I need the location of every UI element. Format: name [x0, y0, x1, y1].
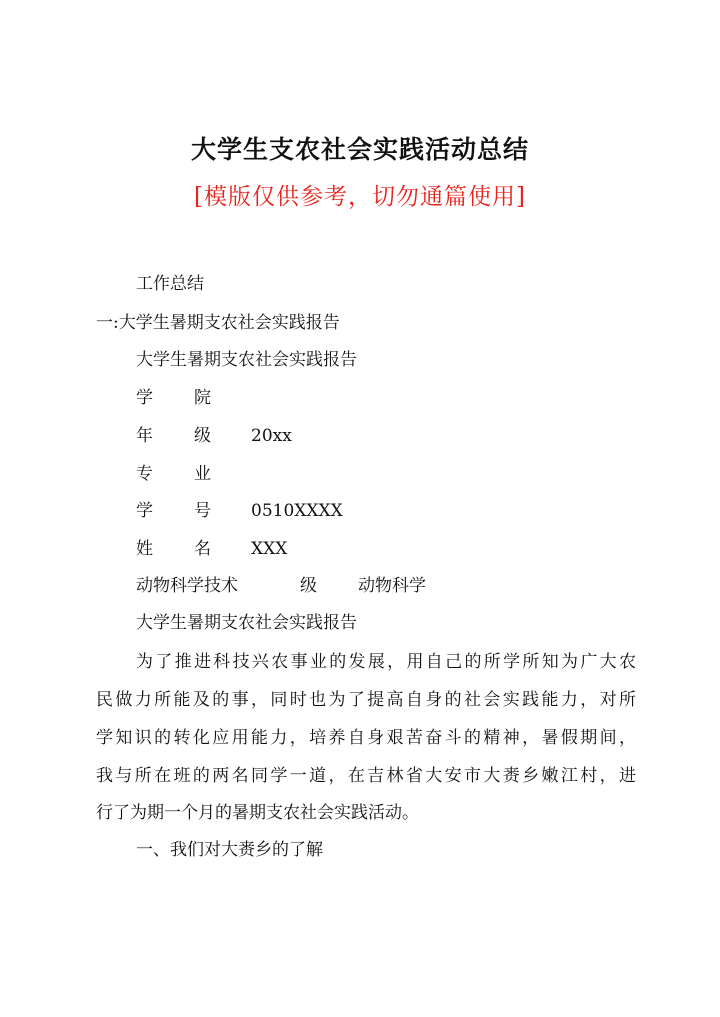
section-label: 工作总结: [136, 274, 204, 294]
grade-suffix: 级: [300, 576, 317, 596]
major-name: 动物科学: [358, 576, 426, 596]
field-label-char: 专: [136, 464, 153, 484]
field-label-char: 号: [194, 501, 211, 521]
field-label-char: 学: [136, 501, 153, 521]
report-title-repeat: 大学生暑期支农社会实践报告: [136, 613, 357, 633]
field-value: 20xx: [251, 426, 292, 446]
body-paragraph: [96, 650, 636, 850]
paragraph-line: 学知识的转化应用能力，培养自身艰苦奋斗的精神，暑假期间，: [96, 728, 636, 748]
paragraph-line: 为了推进科技兴农事业的发展，用自己的所学所知为广大农: [136, 652, 636, 672]
field-label-char: 业: [194, 464, 211, 484]
department: 动物科学技术: [136, 576, 238, 596]
paragraph-line: 民做力所能及的事，同时也为了提高自身的社会实践能力，对所: [96, 690, 636, 710]
field-label-char: 年: [136, 426, 153, 446]
paragraph-line: 我与所在班的两名同学一道，在吉林省大安市大赉乡嫩江村，进: [96, 766, 636, 786]
field-label-char: 院: [194, 388, 211, 408]
field-value: 0510XXXX: [251, 501, 343, 521]
field-value: XXX: [251, 539, 288, 559]
report-title: 大学生暑期支农社会实践报告: [136, 350, 357, 370]
document-title: 大学生支农社会实践活动总结: [190, 135, 529, 164]
field-label-char: 名: [194, 539, 211, 559]
field-label-char: 姓: [136, 539, 153, 559]
field-label-char: 级: [194, 426, 211, 446]
field-label-char: 学: [136, 388, 153, 408]
subheading: 一、我们对大赉乡的了解: [136, 840, 323, 860]
heading-one: 一:大学生暑期支农社会实践报告: [96, 313, 340, 333]
template-notice: [模版仅供参考，切勿通篇使用]: [194, 184, 526, 210]
paragraph-line: 行了为期一个月的暑期支农社会实践活动。: [96, 803, 419, 823]
